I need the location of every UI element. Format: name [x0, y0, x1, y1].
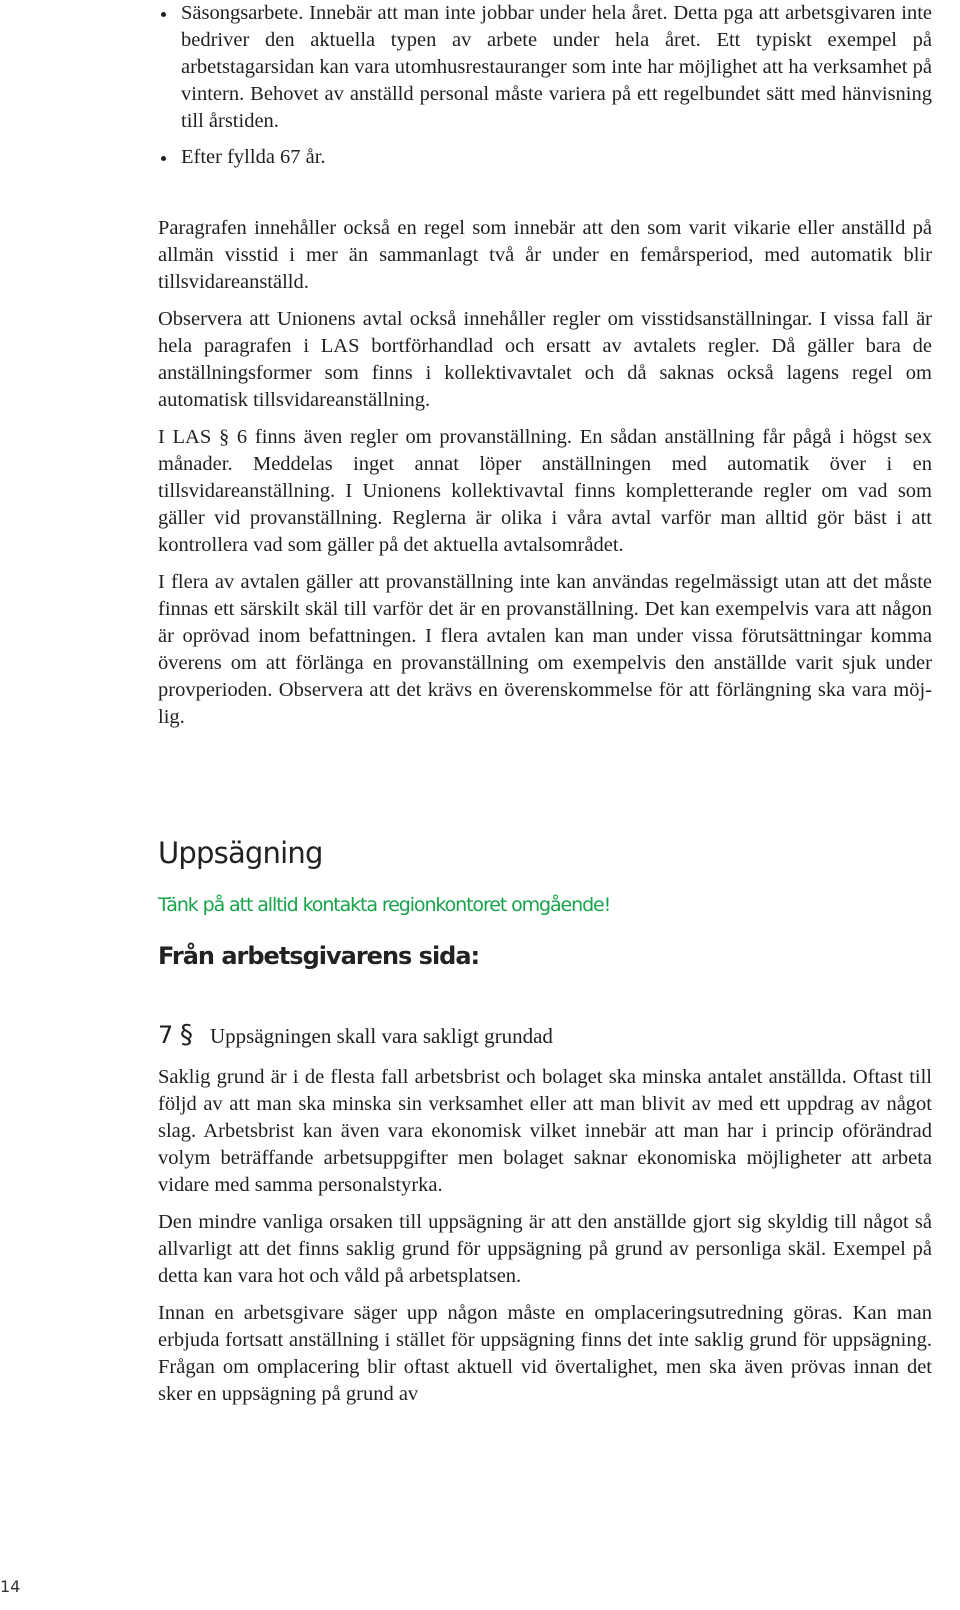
paragraph-relocation: Innan en arbetsgivare säger upp någon måste en omplaceringsutredning göras. Kan man erbjuda fortsatt anställning i stället för uppsägning finns det inte saklig grund för uppsägning. Frågan om omplacering blir oftast aktuell vid övertalighet, men ska även prövas innan det sker en uppsägning på grund av [158, 1302, 932, 1405]
paragraph-title: Uppsägningen skall vara sakligt grundad [210, 1024, 553, 1048]
bullet-item-age [158, 144, 932, 171]
section-symbol-icon: § [180, 1020, 193, 1050]
body-paragraphs-top [158, 215, 932, 741]
bullet-text: Efter fyllda 67 år. [181, 146, 326, 168]
bullet-list [158, 0, 932, 180]
page-number: 14 [0, 1577, 21, 1596]
paragraph-conversion-rule: Paragrafen innehåller också en regel som innebär att den som varit vikarie eller anställd på allmän visstid i mer än sammanlagt två år under en femårsperiod, med automatik blir tillsvidareanställd. [158, 217, 932, 293]
paragraph-redundancy: Saklig grund är i de flesta fall arbetsbrist och bolaget ska minska antalet anställda. Oftast till följd av att man ska minska sin verksamhet eller att man blivit av med ett uppdrag av något slag. Arbetsbrist kan även vara ekonomisk vilket innebär att man har i princip oförändrad volym beträffande arbetsuppgifter men bolaget saknar ekonomiska möjligheter att arbeta vidare med samma personalstyrka. [158, 1066, 932, 1196]
bullet-dot-icon [161, 12, 166, 17]
paragraph-probation: I LAS § 6 finns även regler om provanställning. En sådan anställning får pågå i högst sex månader. Meddelas inget annat löper anställningen med automatik över i en tillsvidareanställning. I Unionens kollektivavtal finns kompletterande regler om vad som gäller vid provanställning. Reglerna är olika i våra avtal varför man alltid gör bäst i att kontrollera vad som gäller på det aktuella avtalsområdet. [158, 426, 932, 556]
body-paragraphs-bottom [158, 1064, 932, 1418]
paragraph-union-agreements: Observera att Unionens avtal också innehåller regler om visstidsanställningar. I vissa fall är hela paragrafen i LAS bortförhandlad och ersatt av avtalets regler. Då gäller bara de anställningsformer som finns i kollektivavtalet och då saknas också lagens regel om automatisk tillsvidareanställning. [158, 308, 932, 411]
contact-reminder-note: Tänk på att alltid kontakta regionkontoret omgående! [158, 894, 611, 916]
paragraph-number: 7 [158, 1021, 174, 1049]
section-heading: Uppsägning [158, 836, 323, 870]
paragraph-probation-reasons: I flera av avtalen gäller att provanställning inte kan användas regelmässigt utan att det måste finnas ett särskilt skäl till varför det är en provanställning. Det kan exempelvis vara att någon är oprövad inom befattningen. I flera avtalen kan man under vissa förutsättningar komma överens om att förlänga en provanställning om exempelvis den anställde varit sjuk under provperioden. Observera att det krävs en överenskommelse för att förlängning ska vara möjlig. [158, 571, 932, 728]
bullet-item-seasonal [158, 0, 932, 135]
sub-heading: Från arbetsgivarens sida: [158, 942, 480, 970]
paragraph-heading [158, 1020, 553, 1050]
bullet-text: Säsongsarbete. Innebär att man inte jobbar under hela året. Detta pga att arbetsgivaren inte bedriver den aktuella typen av arbete under hela året. Ett typiskt exempel på arbetstagarsidan kan vara utomhusrestauranger som inte har möjlighet att ha verksamhet på vintern. Behovet av anställd personal måste variera på ett regelbundet sätt med hänvisning till årstiden. [181, 2, 932, 132]
paragraph-personal-reasons: Den mindre vanliga orsaken till uppsägning är att den anställde gjort sig skyldig till något så allvarligt att det finns saklig grund för uppsägning på grund av personliga skäl. Exempel på detta kan vara hot och våld på arbetsplatsen. [158, 1211, 932, 1287]
bullet-dot-icon [161, 156, 166, 161]
